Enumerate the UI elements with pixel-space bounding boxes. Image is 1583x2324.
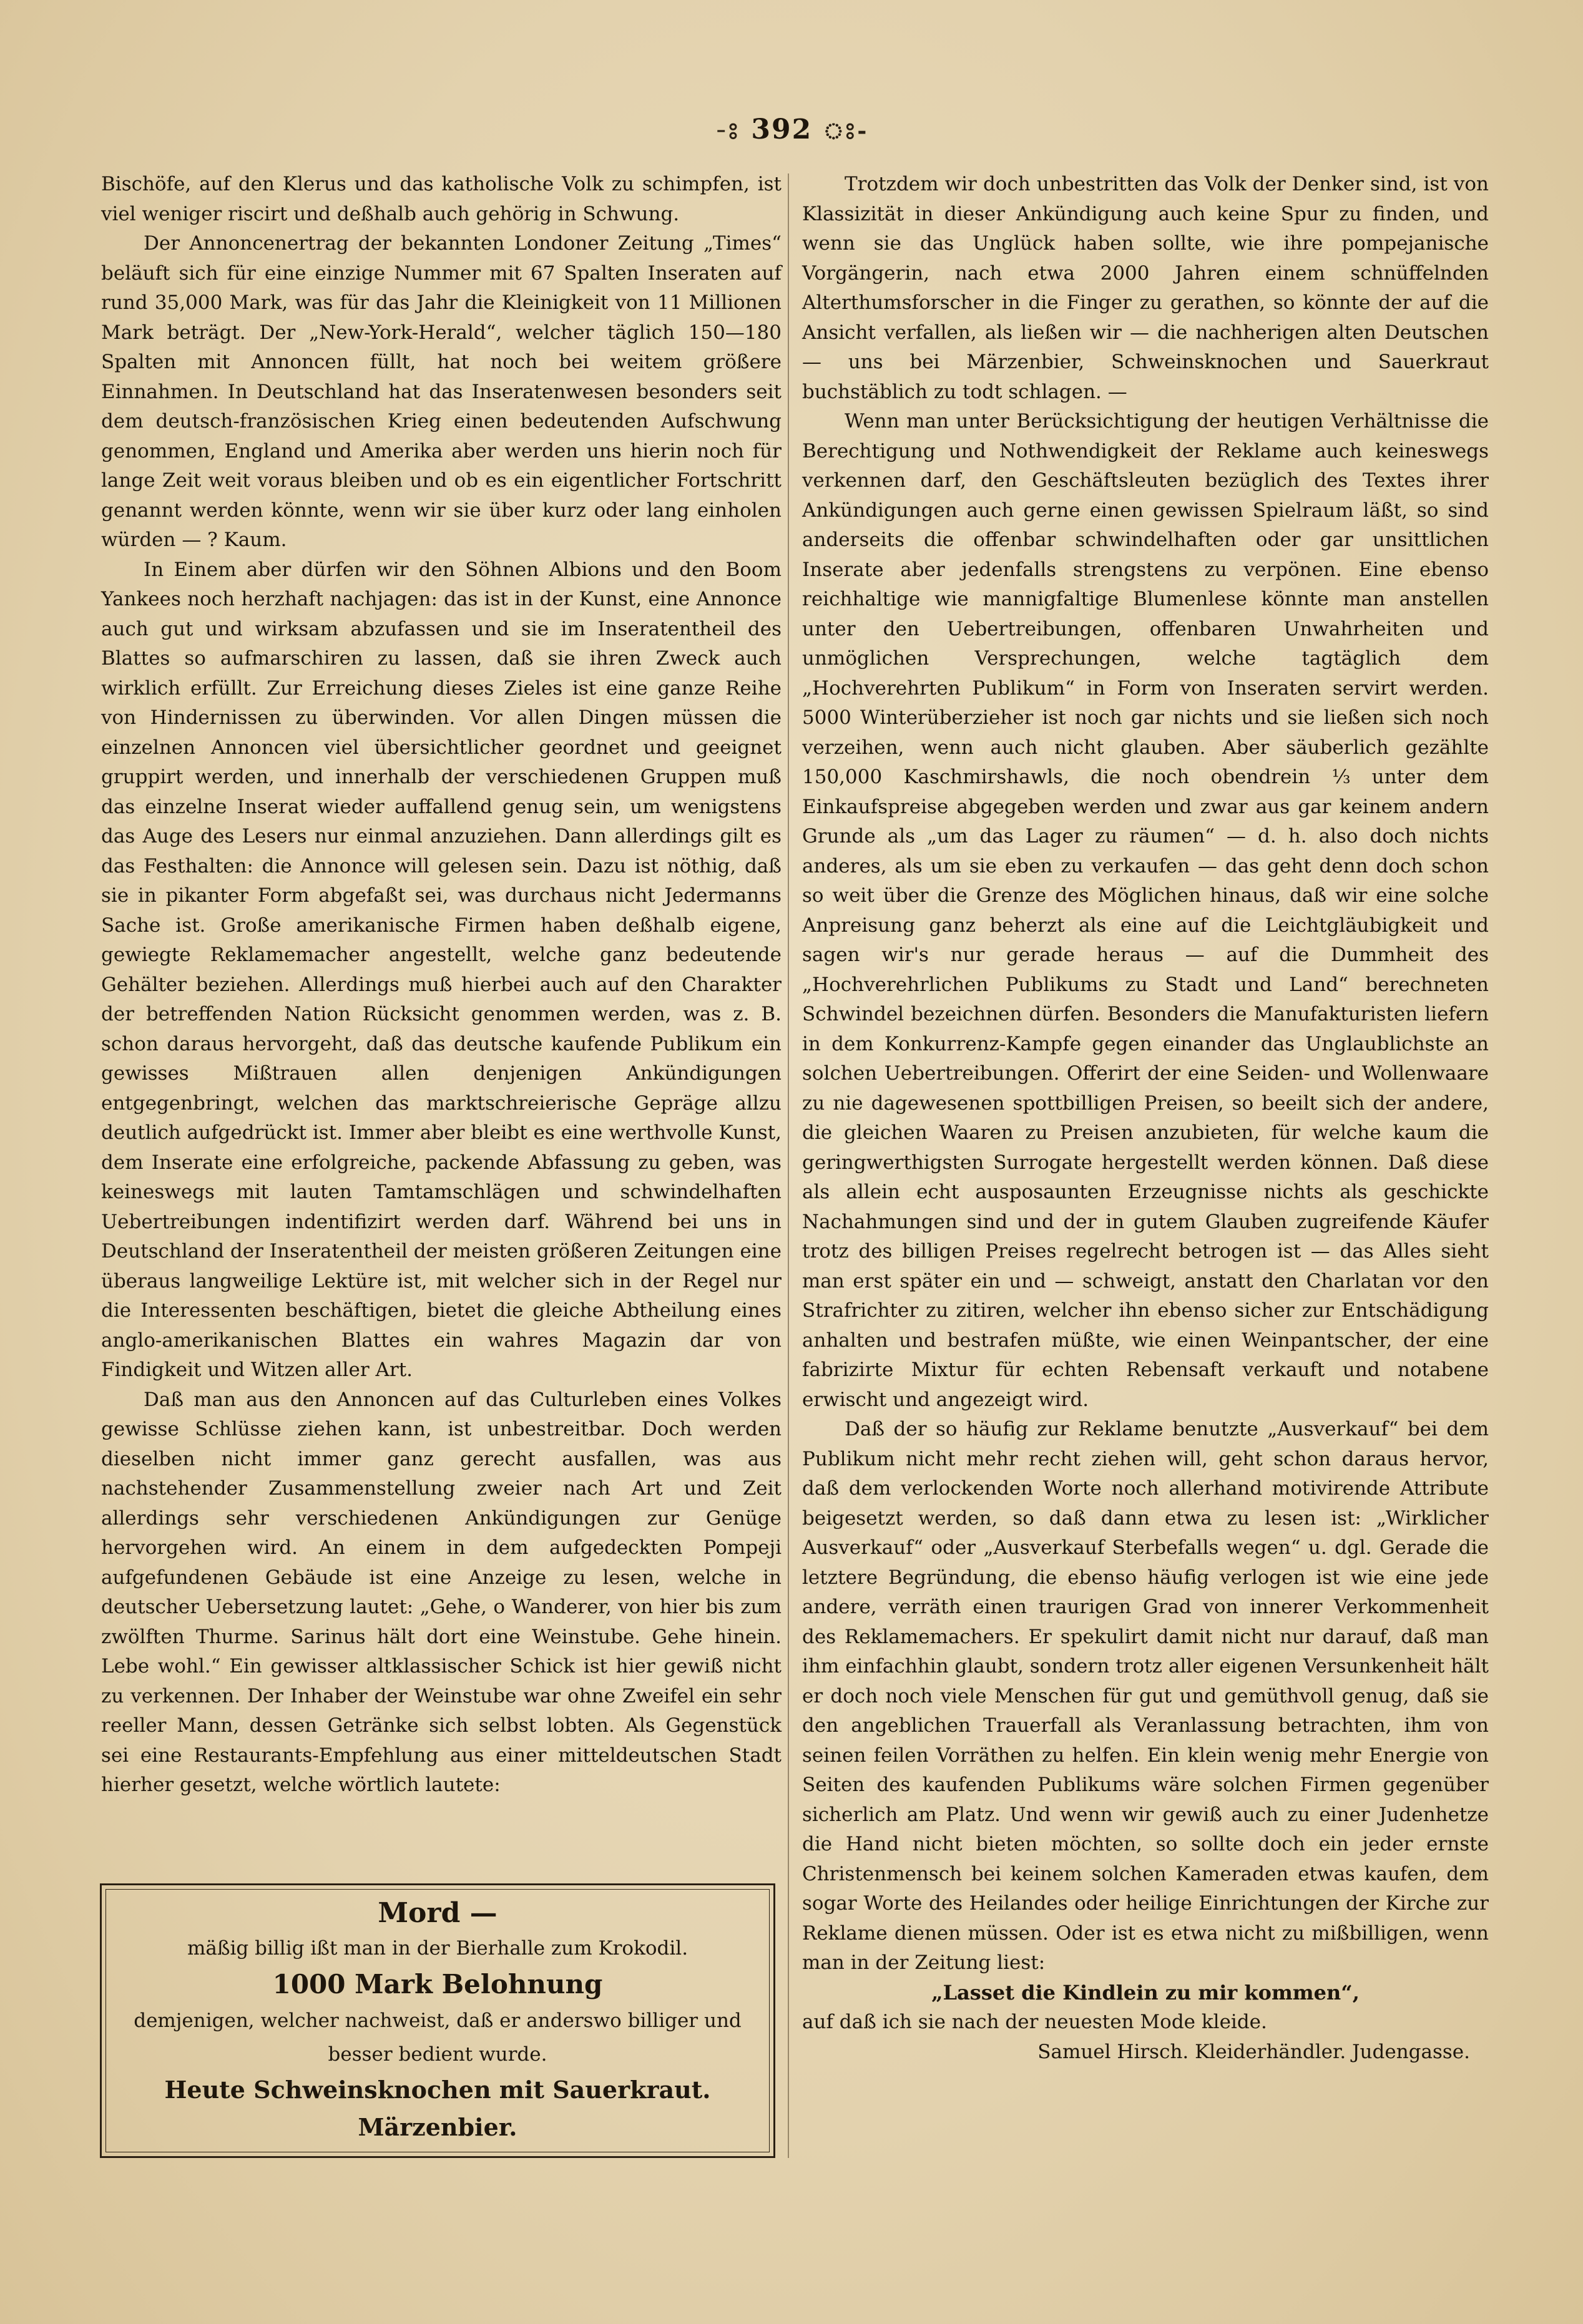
ad-title: Mord —: [378, 1897, 497, 1929]
left-column: [101, 170, 782, 1800]
paragraph: Wenn man unter Berücksichtigung der heutigen Verhältnisse die Berechtigung und Nothwendigkeit der Reklame auch keineswegs verkennen darf, den Geschäftsleuten bezüglich des Textes ihrer Ankündigungen auch gerne einen gewissen Spielraum läßt, so sind anderseits die offenbar schwindelhaften oder gar unsittlichen Inserate aber jedenfalls strengstens zu verpönen. Eine ebenso reichhaltige wie mannigfaltige Blumenlese könnte man anstellen unter den Uebertreibungen, offenbaren Unwahrheiten und unmöglichen Versprechungen, welche tagtäglich dem „Hochverehrten Publikum“ in Form von Inseraten servirt werden. 5000 Winterüberzieher ist noch gar nichts und sie ließen sich noch verzeihen, wenn auch nicht glauben. Aber säuberlich gezählte 150,000 Kaschmirshawls, die noch obendrein ⅓ unter dem Einkaufspreise abgegeben werden und zwar aus gar keinem andern Grunde als „um das Lager zu räumen“ — d. h. also doch nichts anderes, als um sie eben zu verkaufen — das geht denn doch schon so weit über die Grenze des Möglichen hinaus, daß wir eine solche Anpreisung ganz beherzt als eine auf die Leichtgläubigkeit und sagen wir's nur gerade heraus — auf die Dummheit des „Hochverehrlichen Publikums zu Stadt und Land“ berechneten Schwindel bezeichnen dürfen. Besonders die Manufakturisten liefern in dem Konkurrenz-Kampfe gegen einander das Unglaublichste an solchen Uebertreibungen. Offerirt der eine Seiden- und Wollenwaare zu nie dagewesenen spottbilligen Preisen, so beeilt sich der andere, die gleichen Waaren zu Preisen anzubieten, für welche kaum die geringwerthigsten Surrogate hergestellt werden können. Daß diese als allein echt ausposaunten Erzeugnisse nichts als geschickte Nachahmungen sind und der in gutem Glauben zugreifende Käufer trotz des billigen Preises regelrecht betrogen ist — das Alles sieht man erst später ein und — schweigt, anstatt den Charlatan vor den Strafrichter zu zitiren, welcher ihn ebenso sicher zur Entschädigung anhalten und bestrafen müßte, wie einen Weinpantscher, der eine fabrizirte Mixtur für echten Rebensaft verkauft und notabene erwischt und angezeigt wird.: [802, 410, 1489, 1411]
restaurant-advertisement: [100, 1883, 775, 2158]
paragraph: Daß man aus den Annoncen auf das Culturleben eines Volkes gewisse Schlüsse ziehen kann, ist unbestreitbar. Doch werden dieselben nicht immer ganz gerecht ausfallen, was aus nachstehender Zusammenstellung zweier nach Art und Zeit allerdings sehr verschiedenen Ankündigungen zur Genüge hervorgehen wird. An einem in dem aufgedeckten Pompeji aufgefundenen Gebäude ist eine Anzeige zu lesen, welche in deutscher Uebersetzung lautet: „Gehe, o Wanderer, von hier bis zum zwölften Thurme. Sarinus hält dort eine Weinstube. Gehe hinein. Lebe wohl.“ Ein gewisser altklassischer Schick ist hier gewiß nicht zu verkennen. Der Inhaber der Weinstube war ohne Zweifel ein sehr reeller Mann, dessen Getränke sich selbst lobten. Als Gegenstück sei eine Restaurants-Empfehlung aus einer mitteldeutschen Stadt hierher gesetzt, welche wörtlich lautete:: [101, 1388, 782, 1796]
paragraph: Daß der so häufig zur Reklame benutzte „Ausverkauf“ bei dem Publikum nicht mehr recht ziehen will, geht schon daraus hervor, daß dem verlockenden Worte noch allerhand motivirende Attribute beigesetzt werden, so daß dann etwa zu lesen ist: „Wirklicher Ausverkauf“ oder „Ausverkauf Sterbefalls wegen“ u. dgl. Gerade die letztere Begründung, die ebenso häufig verlogen ist wie eine jede andere, verräth einen traurigen Grad von innerer Verkommenheit des Reklamemachers. Er spekulirt damit nicht nur darauf, daß man ihm einfachhin glaubt, sondern trotz aller eigenen Versunkenheit hält er doch noch viele Menschen für gut und gemüthvoll genug, daß sie den angeblichen Trauerfall als Veranlassung betrachten, ihm von seinen feilen Vorräthen zu helfen. Ein klein wenig mehr Energie von Seiten des kaufenden Publikums wäre solchen Firmen gegenüber sicherlich am Platz. Und wenn wir gewiß auch zu einer Judenhetze die Hand nicht bieten möchten, so sollte doch ein jeder ernste Christenmensch bei keinem solchen Kameraden etwas kaufen, dem sogar Worte des Heilandes oder heilige Einrichtungen der Kirche zur Reklame dienen müssen. Oder ist es etwa nicht zu mißbilligen, wenn man in der Zeitung liest:: [802, 1418, 1489, 1974]
ad-line: mäßig billig ißt man in der Bierhalle zum Krokodil.: [187, 1937, 689, 1960]
ad-line: besser bedient wurde.: [328, 2043, 547, 2066]
paragraph: Bischöfe, auf den Klerus und das katholische Volk zu schimpfen, ist viel weniger riscirt und deßhalb auch gehörig in Schwung.: [101, 173, 782, 225]
paragraph: Trotzdem wir doch unbestritten das Volk der Denker sind, ist von Klassizität in dieser Ankündigung auch keine Spur zu finden, und wenn sie das Unglück haben sollte, wie ihre pompejanische Vorgängerin, nach etwa 2000 Jahren einem schnüffelnden Alterthumsforscher in die Finger zu gerathen, so könnte der auf die Ansicht verfallen, als ließen wir — die nachherigen alten Deutschen — uns bei Märzenbier, Schweinsknochen und Sauerkraut buchstäblich zu todt schlagen. —: [802, 173, 1489, 403]
ad-reward: 1000 Mark Belohnung: [272, 1969, 603, 1999]
ad-dish: Heute Schweinsknochen mit Sauerkraut.: [164, 2076, 711, 2104]
quoted-advertisement: „Lasset die Kindlein zu mir kommen“,: [931, 1980, 1360, 2004]
paragraph: In Einem aber dürfen wir den Söhnen Albions und den Boom Yankees noch herzhaft nachjagen: das ist in der Kunst, eine Annonce auch gut und wirksam abzufassen und sie im Inseratentheil des Blattes so aufmarschiren zu lassen, daß sie ihren Zweck auch wirklich erfüllt. Zur Erreichung dieses Zieles ist eine ganze Reihe von Hindernissen zu überwinden. Vor allen Dingen müssen die einzelnen Annoncen viel übersichtlicher geordnet und geeignet gruppirt werden, und innerhalb der verschiedenen Gruppen muß das einzelne Inserat wieder auffallend genug sein, um wenigstens das Auge des Lesers nur einmal anzuziehen. Dann allerdings gilt es das Festhalten: die Annonce will gelesen sein. Dazu ist nöthig, daß sie in pikanter Form abgefaßt sei, was durchaus nicht Jedermanns Sache ist. Große amerikanische Firmen haben deßhalb eigene, gewiegte Reklamemacher angestellt, welche ganz bedeutende Gehälter beziehen. Allerdings muß hierbei auch auf den Charakter der betreffenden Nation Rücksicht genommen werden, was z. B. schon daraus hervorgeht, daß das deutsche kaufende Publikum ein gewisses Mißtrauen allen denjenigen Ankündigungen entgegenbringt, welchen das marktschreierische Gepräge allzu deutlich aufgedrückt ist. Immer aber bleibt es eine werthvolle Kunst, dem Inserate eine erfolgreiche, packende Abfassung zu geben, was keineswegs mit lauten Tamtamschlägen und schwindelhaften Uebertreibungen indentifizirt werden darf. Während bei uns in Deutschland der Inseratentheil der meisten größeren Zeitungen eine überaus langweilige Lektüre ist, mit welcher sich in der Regel nur die Interessenten beschäftigen, bietet die gleiche Abtheilung eines anglo-amerikanischen Blattes ein wahres Magazin dar von Findigkeit und Witzen aller Art.: [101, 558, 782, 1381]
signature: Samuel Hirsch. Kleiderhändler. Judengasse.: [1037, 2040, 1470, 2063]
ornament-right: ঃ-: [823, 118, 868, 144]
page-number: 392: [751, 114, 813, 145]
ad-line: demjenigen, welcher nachweist, daß er anderswo billiger und: [134, 2009, 742, 2032]
page-header: [0, 114, 1583, 152]
ad-beer: Märzenbier.: [358, 2113, 517, 2141]
quote-continuation: auf daß ich sie nach der neuesten Mode kleide.: [802, 2011, 1267, 2033]
paragraph: Der Annoncenertrag der bekannten Londoner Zeitung „Times“ beläuft sich für eine einzige Nummer mit 67 Spalten Inseraten auf rund 35,000 Mark, was für das Jahr die Kleinigkeit von 11 Millionen Mark beträgt. Der „New-York-Herald“, welcher täglich 150—180 Spalten mit Annoncen füllt, hat noch bei weitem größere Einnahmen. In Deutschland hat das Inseratenwesen besonders seit dem deutsch-französischen Krieg einen bedeutenden Aufschwung genommen, England und Amerika aber werden uns hierin noch für lange Zeit weit voraus bleiben und ob es ein eigentlicher Fortschritt genannt werden könnte, wenn wir sie über kurz oder lang einholen würden — ? Kaum.: [101, 232, 782, 551]
right-column: [802, 170, 1489, 2067]
ornament-left: -ঃ: [715, 118, 741, 144]
column-divider: [788, 173, 789, 2158]
